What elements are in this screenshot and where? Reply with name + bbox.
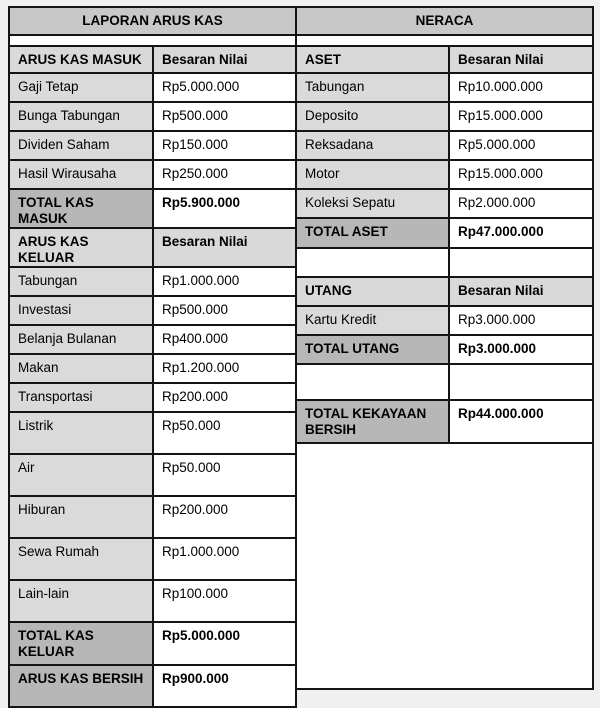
item-value: Rp15.000.000 xyxy=(449,160,593,189)
item-value: Rp5.000.000 xyxy=(153,73,296,102)
item-label: Sewa Rumah xyxy=(9,538,153,580)
row-investasi xyxy=(9,296,296,325)
row-total-kas-keluar xyxy=(9,622,296,665)
section-value-header: Besaran Nilai xyxy=(449,46,593,73)
row-gaji-tetap xyxy=(9,73,296,102)
section-label: ARUS KAS KELUAR xyxy=(9,228,153,267)
empty-cell xyxy=(296,443,593,689)
section-label: ARUS KAS MASUK xyxy=(9,46,153,73)
row-listrik xyxy=(9,412,296,454)
item-value: Rp5.000.000 xyxy=(449,131,593,160)
item-label: Tabungan xyxy=(296,73,449,102)
item-label: Motor xyxy=(296,160,449,189)
row-tabungan-aset xyxy=(296,73,593,102)
item-value: Rp500.000 xyxy=(153,296,296,325)
empty-cell xyxy=(296,248,449,277)
item-label: Transportasi xyxy=(9,383,153,412)
balance-sheet-table xyxy=(295,6,594,690)
total-label: TOTAL KAS MASUK xyxy=(9,189,153,228)
item-value: Rp10.000.000 xyxy=(449,73,593,102)
row-total-kas-masuk xyxy=(9,189,296,228)
item-value: Rp50.000 xyxy=(153,412,296,454)
item-value: Rp1.000.000 xyxy=(153,267,296,296)
item-value: Rp400.000 xyxy=(153,325,296,354)
row-bunga-tabungan xyxy=(9,102,296,131)
total-value: Rp47.000.000 xyxy=(449,218,593,248)
row-total-aset xyxy=(296,218,593,248)
item-label: Koleksi Sepatu xyxy=(296,189,449,218)
row-dividen-saham xyxy=(9,131,296,160)
item-label: Deposito xyxy=(296,102,449,131)
cashflow-title: LAPORAN ARUS KAS xyxy=(9,7,296,35)
row-makan xyxy=(9,354,296,383)
row-transportasi xyxy=(9,383,296,412)
item-value: Rp200.000 xyxy=(153,496,296,538)
empty-row xyxy=(296,443,593,689)
item-label: Bunga Tabungan xyxy=(9,102,153,131)
item-value: Rp2.000.000 xyxy=(449,189,593,218)
spacer-cell xyxy=(296,35,593,46)
total-value: Rp5.900.000 xyxy=(153,189,296,228)
section-label: UTANG xyxy=(296,277,449,306)
total-value: Rp3.000.000 xyxy=(449,335,593,364)
spacer-row xyxy=(9,35,296,46)
section-value-header: Besaran Nilai xyxy=(449,277,593,306)
row-tabungan-keluar xyxy=(9,267,296,296)
total-label: ARUS KAS BERSIH xyxy=(9,665,153,707)
item-value: Rp500.000 xyxy=(153,102,296,131)
item-label: Hiburan xyxy=(9,496,153,538)
row-belanja-bulanan xyxy=(9,325,296,354)
item-label: Tabungan xyxy=(9,267,153,296)
item-label: Dividen Saham xyxy=(9,131,153,160)
row-hasil-wirausaha xyxy=(9,160,296,189)
row-air xyxy=(9,454,296,496)
item-value: Rp1.200.000 xyxy=(153,354,296,383)
row-hiburan xyxy=(9,496,296,538)
total-value: Rp44.000.000 xyxy=(449,400,593,443)
section-value-header: Besaran Nilai xyxy=(153,228,296,267)
row-total-kekayaan-bersih xyxy=(296,400,593,443)
total-value: Rp5.000.000 xyxy=(153,622,296,665)
item-value: Rp150.000 xyxy=(153,131,296,160)
spacer-cell xyxy=(9,35,296,46)
item-label: Investasi xyxy=(9,296,153,325)
row-motor xyxy=(296,160,593,189)
item-label: Makan xyxy=(9,354,153,383)
item-label: Kartu Kredit xyxy=(296,306,449,335)
total-label: TOTAL KEKAYAAN BERSIH xyxy=(296,400,449,443)
row-reksadana xyxy=(296,131,593,160)
row-total-utang xyxy=(296,335,593,364)
spacer-row xyxy=(296,35,593,46)
item-label: Reksadana xyxy=(296,131,449,160)
financial-report xyxy=(8,6,592,690)
total-label: TOTAL ASET xyxy=(296,218,449,248)
item-label: Air xyxy=(9,454,153,496)
item-value: Rp1.000.000 xyxy=(153,538,296,580)
item-label: Hasil Wirausaha xyxy=(9,160,153,189)
item-value: Rp50.000 xyxy=(153,454,296,496)
empty-cell xyxy=(296,364,449,400)
item-value: Rp3.000.000 xyxy=(449,306,593,335)
row-deposito xyxy=(296,102,593,131)
row-sewa-rumah xyxy=(9,538,296,580)
row-arus-kas-bersih xyxy=(9,665,296,707)
item-label: Listrik xyxy=(9,412,153,454)
cashflow-table xyxy=(8,6,297,708)
item-value: Rp15.000.000 xyxy=(449,102,593,131)
row-arus-kas-masuk-header xyxy=(9,46,296,73)
empty-row xyxy=(296,364,593,400)
item-value: Rp200.000 xyxy=(153,383,296,412)
neraca-title-row xyxy=(296,7,593,35)
row-koleksi-sepatu xyxy=(296,189,593,218)
row-kartu-kredit xyxy=(296,306,593,335)
total-value: Rp900.000 xyxy=(153,665,296,707)
item-label: Gaji Tetap xyxy=(9,73,153,102)
neraca-title: NERACA xyxy=(296,7,593,35)
empty-row xyxy=(296,248,593,277)
section-label: ASET xyxy=(296,46,449,73)
section-value-header: Besaran Nilai xyxy=(153,46,296,73)
item-label: Lain-lain xyxy=(9,580,153,622)
row-utang-header xyxy=(296,277,593,306)
total-label: TOTAL UTANG xyxy=(296,335,449,364)
row-lain-lain xyxy=(9,580,296,622)
total-label: TOTAL KAS KELUAR xyxy=(9,622,153,665)
row-aset-header xyxy=(296,46,593,73)
row-arus-kas-keluar-header xyxy=(9,228,296,267)
empty-cell xyxy=(449,248,593,277)
cashflow-title-row xyxy=(9,7,296,35)
empty-cell xyxy=(449,364,593,400)
item-value: Rp250.000 xyxy=(153,160,296,189)
item-label: Belanja Bulanan xyxy=(9,325,153,354)
item-value: Rp100.000 xyxy=(153,580,296,622)
